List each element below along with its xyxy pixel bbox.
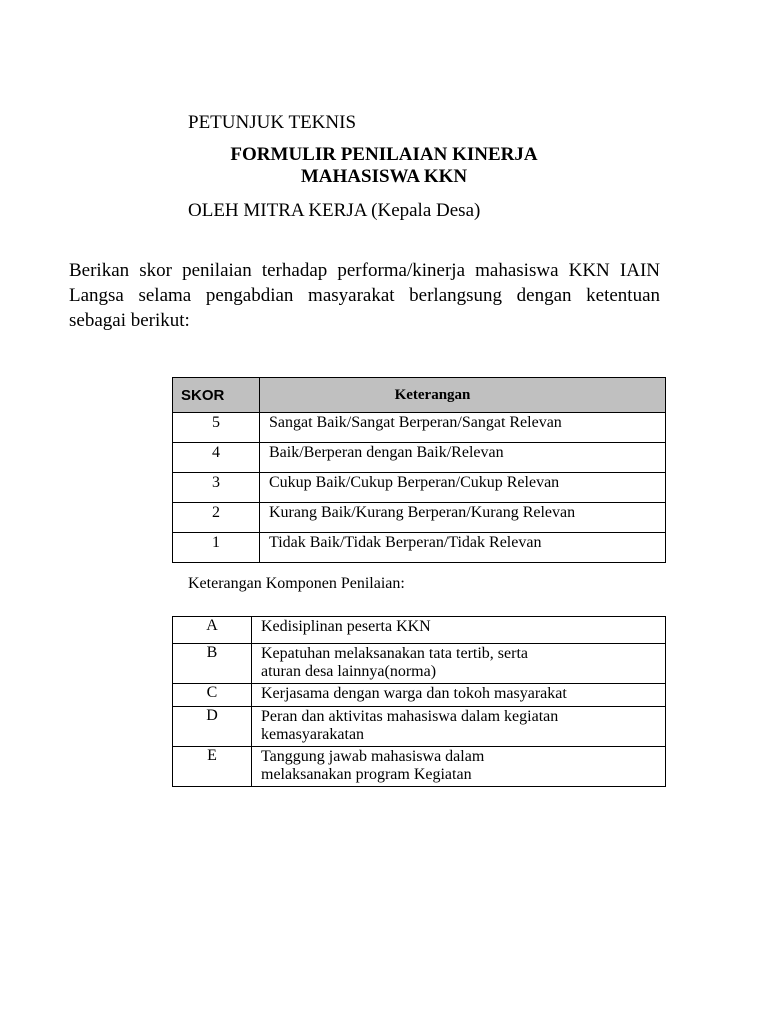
component-description-line: Tanggung jawab mahasiswa dalam <box>261 748 485 765</box>
component-code: A <box>173 617 252 644</box>
table-row <box>173 443 666 473</box>
table-row <box>173 644 666 684</box>
component-description-line: Peran dan aktivitas mahasiswa dalam kegiatan <box>261 708 559 725</box>
component-code: B <box>173 644 252 684</box>
score-description: Baik/Berperan dengan Baik/Relevan <box>260 443 666 473</box>
score-value: 4 <box>173 443 260 473</box>
doc-title-line-1: FORMULIR PENILAIAN KINERJA <box>230 144 538 165</box>
component-description <box>252 617 666 644</box>
score-description: Kurang Baik/Kurang Berperan/Kurang Relevan <box>260 503 666 533</box>
score-column-header: SKOR <box>173 378 260 413</box>
table-row <box>173 707 666 747</box>
component-description-line: melaksanakan program Kegiatan <box>261 766 472 783</box>
table-row <box>173 533 666 563</box>
score-table <box>172 377 666 563</box>
table-row <box>173 684 666 707</box>
doc-subtitle-petunjuk: PETUNJUK TEKNIS <box>188 112 357 133</box>
score-table-header <box>173 378 666 413</box>
intro-paragraph: Berikan skor penilaian terhadap performa/kinerja mahasiswa KKN IAIN Langsa selama pengabdian masyarakat berlangsung dengan ketentuan sebagai berikut: <box>69 260 660 331</box>
component-code: C <box>173 684 252 707</box>
table-row <box>173 503 666 533</box>
score-description: Sangat Baik/Sangat Berperan/Sangat Relevan <box>260 413 666 443</box>
component-description-line: Kerjasama dengan warga dan tokoh masyarakat <box>261 685 567 702</box>
description-column-header: Keterangan <box>260 378 666 413</box>
components-heading: Keterangan Komponen Penilaian: <box>188 575 405 592</box>
doc-subtitle-mitra: OLEH MITRA KERJA (Kepala Desa) <box>188 200 481 221</box>
table-row <box>173 413 666 443</box>
component-description-line: Kepatuhan melaksanakan tata tertib, serta <box>261 645 528 662</box>
table-row <box>173 617 666 644</box>
table-row <box>173 747 666 787</box>
component-code: D <box>173 707 252 747</box>
component-code: E <box>173 747 252 787</box>
score-description: Cukup Baik/Cukup Berperan/Cukup Relevan <box>260 473 666 503</box>
component-description-line: aturan desa lainnya(norma) <box>261 663 437 680</box>
component-description <box>252 707 666 747</box>
component-description <box>252 644 666 684</box>
component-description <box>252 747 666 787</box>
components-table <box>172 616 666 787</box>
component-description <box>252 684 666 707</box>
score-value: 5 <box>173 413 260 443</box>
score-description: Tidak Baik/Tidak Berperan/Tidak Relevan <box>260 533 666 563</box>
doc-title-line-2: MAHASISWA KKN <box>300 166 468 187</box>
table-row <box>173 473 666 503</box>
score-value: 3 <box>173 473 260 503</box>
score-value: 1 <box>173 533 260 563</box>
score-value: 2 <box>173 503 260 533</box>
component-description-line: Kedisiplinan peserta KKN <box>261 618 431 635</box>
component-description-line: kemasyarakatan <box>261 726 365 743</box>
